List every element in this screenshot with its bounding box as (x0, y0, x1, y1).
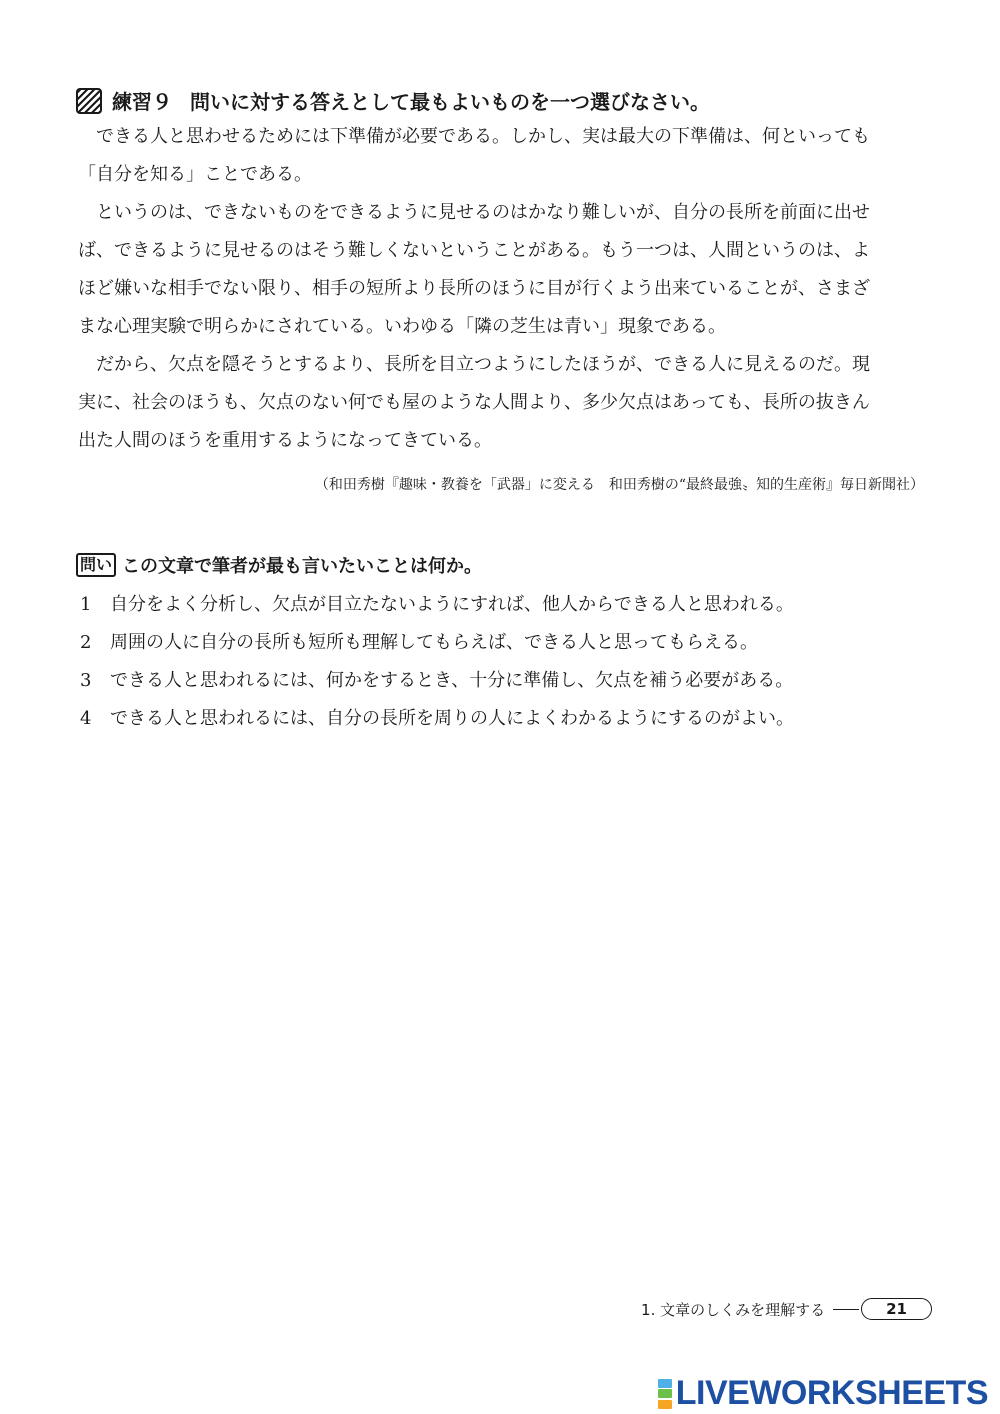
footer-divider (833, 1309, 859, 1310)
passage-line: 出た人間のほうを重用するようになってきている。 (78, 430, 492, 451)
exercise-heading (76, 86, 710, 115)
exercise-number: 練習９ (112, 90, 172, 114)
passage-line: まな心理実験で明らかにされている。いわゆる「隣の芝生は青い」現象である。 (78, 316, 726, 337)
liveworksheets-logo (658, 1374, 988, 1413)
option-text: 周囲の人に自分の長所も短所も理解してもらえば、できる人と思ってもらえる。 (110, 632, 758, 653)
logo-bar (658, 1400, 672, 1409)
option-number: 4 (80, 708, 92, 729)
option-number: 2 (80, 632, 92, 653)
passage-line: できる人と思わせるためには下準備が必要である。しかし、実は最大の下準備は、何といっても (96, 126, 870, 147)
passage-paragraph-2 (78, 194, 928, 346)
brand-name: LIVEWORKSHEETS (675, 1374, 988, 1412)
passage-line: だから、欠点を隠そうとするより、長所を目立つようにしたほうが、できる人に見えるのだ。現 (96, 354, 870, 375)
question-heading (76, 552, 482, 578)
question-badge: 問い (76, 553, 116, 577)
passage-line: ほど嫌いな相手でない限り、相手の短所より長所のほうに目が行くよう出来ていることが、さまざ (78, 278, 870, 299)
page-number: 21 (861, 1298, 932, 1320)
passage-line: 実に、社会のほうも、欠点のない何でも屋のような人間より、多少欠点はあっても、長所の抜きん (78, 392, 870, 413)
exercise-instruction: 問いに対する答えとして最もよいものを一つ選びなさい。 (190, 90, 710, 114)
hatched-square-icon (76, 88, 102, 114)
logo-icon (658, 1379, 672, 1409)
chapter-title: 1. 文章のしくみを理解する (641, 1300, 826, 1319)
answer-option-1[interactable] (80, 586, 794, 624)
answer-option-4[interactable] (80, 700, 794, 738)
logo-bar (658, 1389, 672, 1398)
option-number: 1 (80, 594, 92, 615)
option-text: できる人と思われるには、何かをするとき、十分に準備し、欠点を補う必要がある。 (110, 670, 794, 691)
question-text: この文章で筆者が最も言いたいことは何か。 (122, 556, 483, 577)
passage-line: というのは、できないものをできるように見せるのはかなり難しいが、自分の長所を前面に出せ (96, 202, 870, 223)
passage-paragraph-3 (78, 346, 928, 460)
option-text: 自分をよく分析し、欠点が目立たないようにすれば、他人からできる人と思われる。 (110, 594, 794, 615)
answer-options (80, 586, 794, 738)
logo-bar (658, 1379, 672, 1388)
option-text: できる人と思われるには、自分の長所を周りの人によくわかるようにするのがよい。 (110, 708, 794, 729)
passage-line: 「自分を知る」ことである。 (78, 164, 312, 185)
answer-option-3[interactable] (80, 662, 794, 700)
option-number: 3 (80, 670, 92, 691)
passage-line: ば、できるように見せるのはそう難しくないということがある。もう一つは、人間というのは、よ (78, 240, 870, 261)
page-footer (641, 1298, 932, 1320)
passage-paragraph-1 (78, 118, 928, 194)
answer-option-2[interactable] (80, 624, 794, 662)
source-citation: （和田秀樹『趣味・教養を「武器」に変える 和田秀樹の“最終最強〟知的生産術』毎日新聞社） (314, 477, 924, 493)
